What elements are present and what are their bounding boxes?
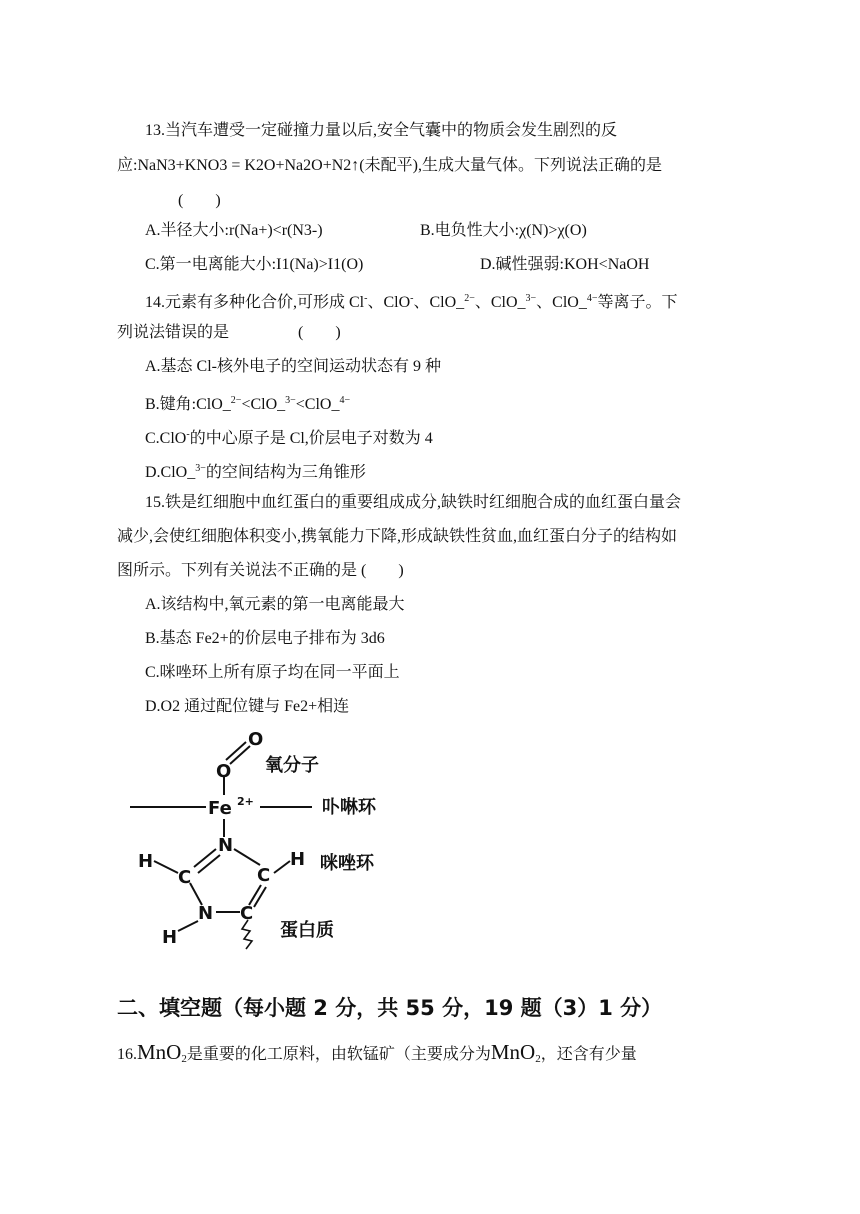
atom-n-bottom: N — [198, 903, 214, 924]
q15-line1: 15.铁是红细胞中血红蛋白的重要组成成分,缺铁时红细胞合成的血红蛋白量会 — [145, 494, 682, 511]
atom-c-bottom: C — [240, 903, 254, 924]
q13-option-c: C.第一电离能大小:I1(Na)>I1(O) — [145, 256, 364, 273]
q13-line2: 应:NaN3+KNO3 = K2O+Na2O+N2↑(未配平),生成大量气体。下列说法正确的是 — [117, 157, 662, 174]
q15-option-c: C.咪唑环上所有原子均在同一平面上 — [145, 664, 400, 681]
label-protein: 蛋白质 — [280, 920, 334, 941]
q14-line1-text: 、ClO_ — [536, 294, 587, 311]
q13-option-a: A.半径大小:r(Na+)<r(N3-) — [145, 222, 323, 239]
q14-option-a: A.基态 Cl-核外电子的空间运动状态有 9 种 — [145, 358, 442, 375]
formula-mno2: MnO — [137, 1040, 182, 1064]
superscript: 3− — [285, 395, 296, 406]
q14-option-b-text: <ClO_ — [295, 396, 340, 413]
q13-option-d: D.碱性强弱:KOH<NaOH — [480, 256, 650, 273]
subscript: 2 — [181, 1053, 187, 1065]
superscript: 2− — [464, 293, 475, 304]
superscript: - — [410, 293, 414, 304]
q14-line1-text: 、ClO — [367, 294, 411, 311]
q14-line1-text: 、ClO_ — [413, 294, 465, 311]
atom-h-left: H — [138, 851, 154, 872]
q14-line1-text: 等离子。下 — [597, 294, 678, 311]
atom-o-middle: O — [216, 761, 232, 782]
q14-paren: ( ) — [298, 324, 341, 341]
q16-line1 — [117, 1040, 637, 1065]
n-c-double-bond-2 — [198, 855, 220, 873]
superscript: 3− — [525, 293, 537, 304]
atom-o-top: O — [248, 729, 264, 750]
hemoglobin-structure-diagram — [120, 725, 420, 955]
q13-paren: ( ) — [178, 192, 221, 209]
q14-option-b-text: <ClO_ — [241, 396, 286, 413]
superscript: 3− — [195, 463, 206, 474]
fe-charge: 2+ — [237, 795, 254, 808]
superscript: 4− — [339, 395, 351, 406]
atom-h-bottom: H — [162, 927, 178, 948]
superscript: 4− — [586, 293, 598, 304]
atom-h-right: H — [290, 849, 306, 870]
q15-option-a: A.该结构中,氧元素的第一电离能最大 — [145, 596, 405, 613]
atom-fe: Fe — [208, 798, 232, 819]
superscript: - — [186, 429, 190, 440]
protein-wavy-bond — [242, 920, 252, 949]
c-c-double-bond-2 — [254, 887, 266, 907]
c-c-double-bond-1 — [249, 885, 261, 905]
q14-option-d-text: D.ClO_ — [145, 464, 196, 481]
q13-option-b: B.电负性大小:χ(N)>χ(O) — [420, 222, 587, 239]
label-oxygen-molecule: 氧分子 — [265, 755, 319, 776]
q15-line2: 减少,会使红细胞体积变小,携氧能力下降,形成缺铁性贫血,血红蛋白分子的结构如 — [117, 528, 678, 545]
q14-line1-text: 、ClO_ — [474, 294, 526, 311]
label-imidazole-ring: 咪唑环 — [320, 853, 374, 874]
q14-option-d — [145, 458, 366, 484]
atom-c-left: C — [178, 867, 192, 888]
q14-line1 — [145, 288, 678, 314]
c-h-bond-right — [274, 861, 290, 873]
formula-mno2: MnO — [490, 1040, 536, 1064]
atom-n-top: N — [218, 835, 234, 856]
q14-option-c-text: 的中心原子是 Cl,价层电子对数为 4 — [189, 430, 433, 447]
h-c-bond-left — [154, 861, 178, 873]
q15-option-d: D.O2 通过配位键与 Fe2+相连 — [145, 698, 350, 715]
section-heading: 二、填空题（每小题 2 分，共 55 分，19 题（3）1 分） — [117, 996, 663, 1020]
atom-c-right: C — [257, 865, 271, 886]
q14-option-d-text: 的空间结构为三角锥形 — [205, 464, 366, 481]
label-porphyrin-ring: 卟啉环 — [322, 797, 376, 818]
superscript: - — [364, 293, 368, 304]
q16-text: ，还含有少量 — [540, 1046, 637, 1063]
q14-option-c — [145, 424, 433, 450]
q14-option-c-text: C.ClO — [145, 430, 187, 447]
q14-line2: 列说法错误的是 — [117, 324, 230, 341]
n-h-bond-bottom — [178, 921, 198, 931]
q14-option-b — [145, 390, 350, 416]
n-c-double-bond-1 — [194, 849, 216, 867]
q15-option-b: B.基态 Fe2+的价层电子排布为 3d6 — [145, 630, 385, 647]
q16-text: 是重要的化工原料，由软锰矿（主要成分为 — [186, 1046, 491, 1063]
superscript: 2− — [230, 395, 242, 406]
n-c-bond-right — [234, 849, 260, 865]
c-n-bond-left — [190, 883, 202, 905]
subscript: 2 — [535, 1053, 541, 1065]
q14-line1-text: 14.元素有多种化合价,可形成 Cl — [145, 294, 365, 311]
q13-line1: 13.当汽车遭受一定碰撞力量以后,安全气囊中的物质会发生剧烈的反 — [145, 122, 618, 139]
q16-number: 16. — [117, 1046, 137, 1063]
q14-option-b-text: B.键角:ClO_ — [145, 396, 231, 413]
q15-line3: 图所示。下列有关说法不正确的是 ( ) — [117, 562, 404, 579]
